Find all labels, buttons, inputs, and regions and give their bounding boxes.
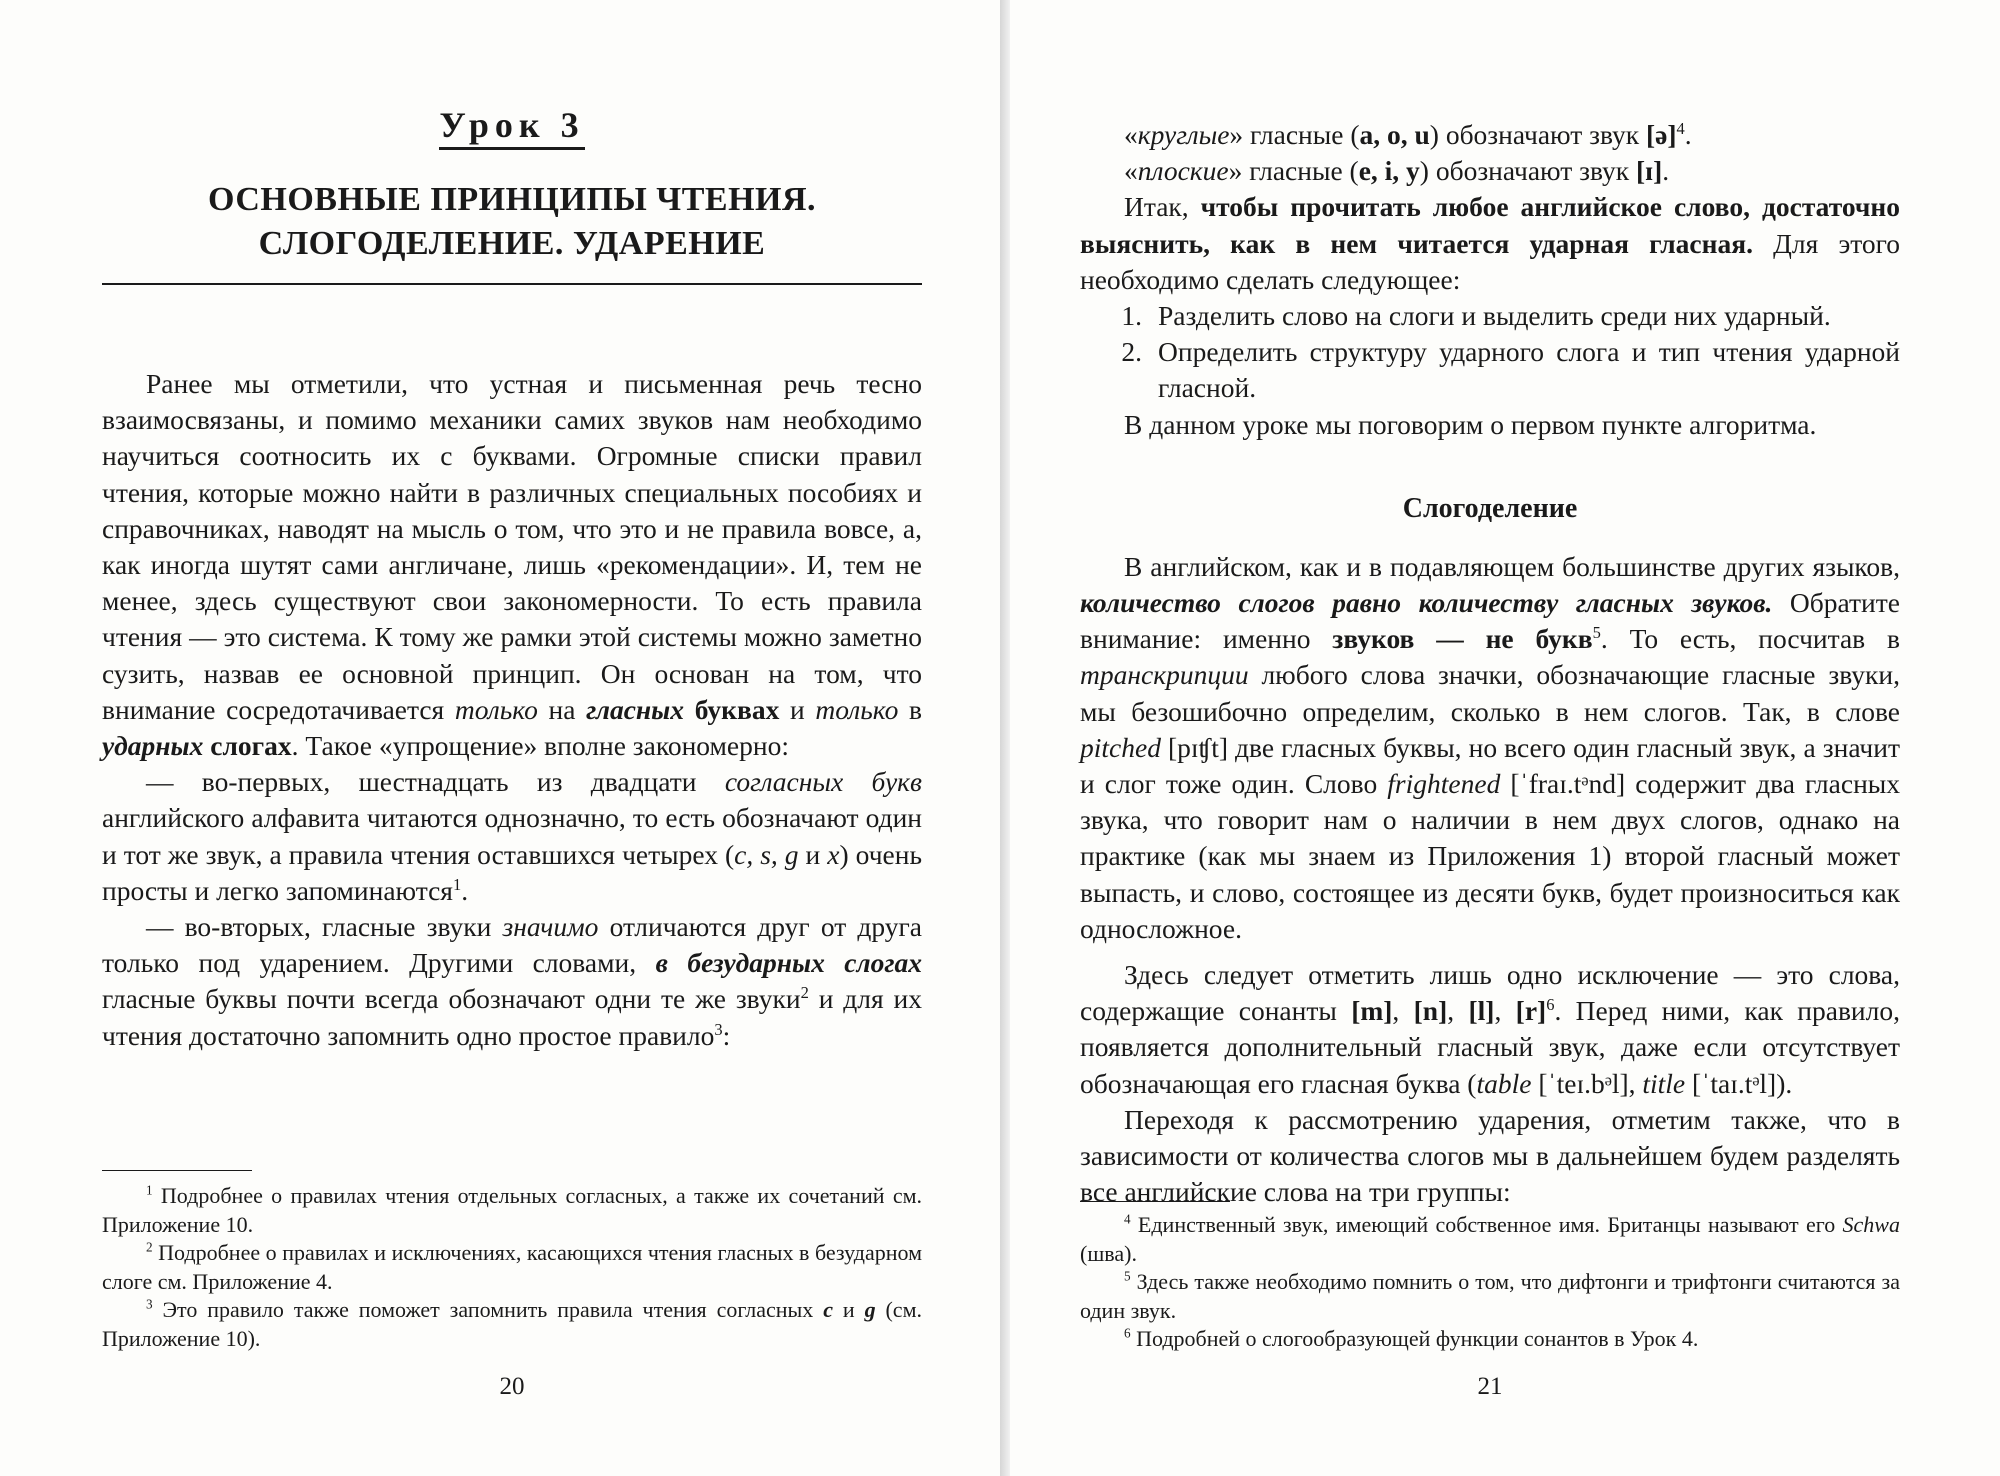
footnote-ref-3: 3 [714,1019,723,1039]
rule-flat-vowels: «плоские» гласные (e, i, y) обозначают звук [ɪ]. [1124,155,1670,187]
footnote-1: $^1$ Подробнее о правилах чтения отдельных согласных, а также их сочетаний см. Приложение 10. [102,1182,922,1237]
title-rule [102,283,922,285]
footnote-ref-4: 4 [1676,118,1685,138]
footnote-5: $^5$ Здесь также необходимо помнить о том, что дифтонги и трифтонги считаются за один звук. [1080,1268,1900,1323]
step-item-2: 2. Определить структуру ударного слога и тип чтения ударной гласной. [1121,336,1900,404]
right-page [1010,0,2000,1476]
rule-round-vowels: «круглые» гласные (a, o, u) обозначают звук [ə]$^4$. [1124,118,1692,150]
paragraph-stress-groups: Переходя к рассмотрению ударения, отметим также, что в зависимости от количества слогов мы в дальнейшем будем разделять все английские слова на три группы: [1080,1103,1900,1208]
chapter-title-line-2: СЛОГОДЕЛЕНИЕ. УДАРЕНИЕ [258,225,766,262]
paragraph-second-point: — во-вторых, гласные звуки значимо отличаются друг от друга только под ударением. Другими словами, в безударных слогах гласные буквы почти всегда обозначают одни те же звуки$^2$ и для их чтения достаточно запомнить одно простое правило$^3$: [102,911,922,1051]
section-heading: Слогоделение [1402,492,1578,524]
paragraph-intro: Ранее мы отметили, что устная и письменная речь тесно взаимосвязаны, и помимо механики самих звуков нам необходимо научиться соотносить их с буквами. Огромные списки правил чтения, которые можно найти в различных специальных пособиях и справочниках, наводят на мысль о том, что это и не правила вовсе, а, как иногда шутят сами англичане, лишь «рекомендации». И, тем не менее, здесь существуют свои закономерности. То есть правила чтения — это система. К тому же рамки этой системы можно заметно сузить, назвав ее основной принцип. Он основан на том, что внимание сосредотачивается только на гласных буквах и только в ударных слогах. Такое «упрощение» вполне закономерно: [102,368,922,762]
algorithm-steps [1080,298,1900,407]
footnote-4: $^4$ Единственный звук, имеющий собственное имя. Британцы называют его Schwa (шва). [1080,1211,1900,1266]
paragraph-exception: Здесь следует отметить лишь одно исключение — это слова, содержащие сонанты [m], [n], [l], $[r]^6$. Перед ними, как правило, появляется дополнительный гласный звук, даже если отсутствует обозначающая его гласная буква (table [ˈteɪ.bᵊl], title [ˈtaɪ.tᵊl]). [1080,959,1901,1099]
paragraph-itak: Итак, чтобы прочитать любое английское слово, достаточно выяснить, как в нем читается ударная гласная. Для этого необходимо сделать следующее: [1080,191,1901,295]
footnote-2: $^2$ Подробнее о правилах и исключениях, касающихся чтения гласных в безударном слоге см. Приложение 4. [102,1239,922,1294]
paragraph-first-point: — во-первых, шестнадцать из двадцати согласных букв английского алфавита читаются однозначно, то есть обозначают один и тот же звук, а правила чтения оставшихся четырех (c, s, g и x) очень просты и легко запоминаются$^1$. [102,766,922,906]
footnote-ref-5: 5 [1592,623,1601,643]
lesson-label: Урок 3 [102,104,922,146]
footnote-ref-2: 2 [800,983,809,1003]
footnote-6: $^6$ Подробней о слогообразующей функции сонантов в Урок 4. [1124,1325,1699,1351]
right-footnote-rule [1080,1201,1230,1202]
page-number-right: 21 [1477,1373,1503,1400]
chapter-title [102,178,922,266]
footnote-ref-1: 1 [452,874,462,894]
book-gutter [1000,0,1010,1476]
paragraph-lesson-scope: В данном уроке мы поговорим о первом пункте алгоритма. [1124,408,1817,440]
step-item-1: 1. Разделить слово на слоги и выделить среди них ударный. [1121,300,1831,332]
right-footnotes [1080,1211,1900,1354]
footnote-3: $^3$ Это правило также поможет запомнить правила чтения согласных c и g (см. Приложение 10). [102,1296,922,1351]
paragraph-syllables: В английском, как и в подавляющем большинстве других языков, количество слогов равно количеству гласных звуков. Обратите внимание: именно звуков — не букв$^5$. То есть, посчитав в транскрипции любого слова значки, обозначающие гласные звуки, мы безошибочно определим, сколько в нем слогов. Так, в слове pitched [pɪʧt] две гласных буквы, но всего один гласный звук, а значит и слог тоже один. Слово frightened [ˈfraɪ.tᵊnd] содержит два гласных звука, что говорит нам о наличии в нем двух слогов, однако на практике (как мы знаем из Приложения 1) второй гласный может выпасть, и слово, состоящее из десяти букв, будет произноситься как односложное. [1080,550,1901,944]
left-footnote-rule [102,1170,252,1171]
page-number-left: 20 [499,1373,525,1400]
chapter-title-line-1: ОСНОВНЫЕ ПРИНЦИПЫ ЧТЕНИЯ. [207,181,817,218]
left-footnotes [102,1182,922,1353]
left-body-text [102,366,922,1054]
right-body-text [1080,117,1900,1210]
footnote-ref-6: 6 [1546,995,1555,1015]
